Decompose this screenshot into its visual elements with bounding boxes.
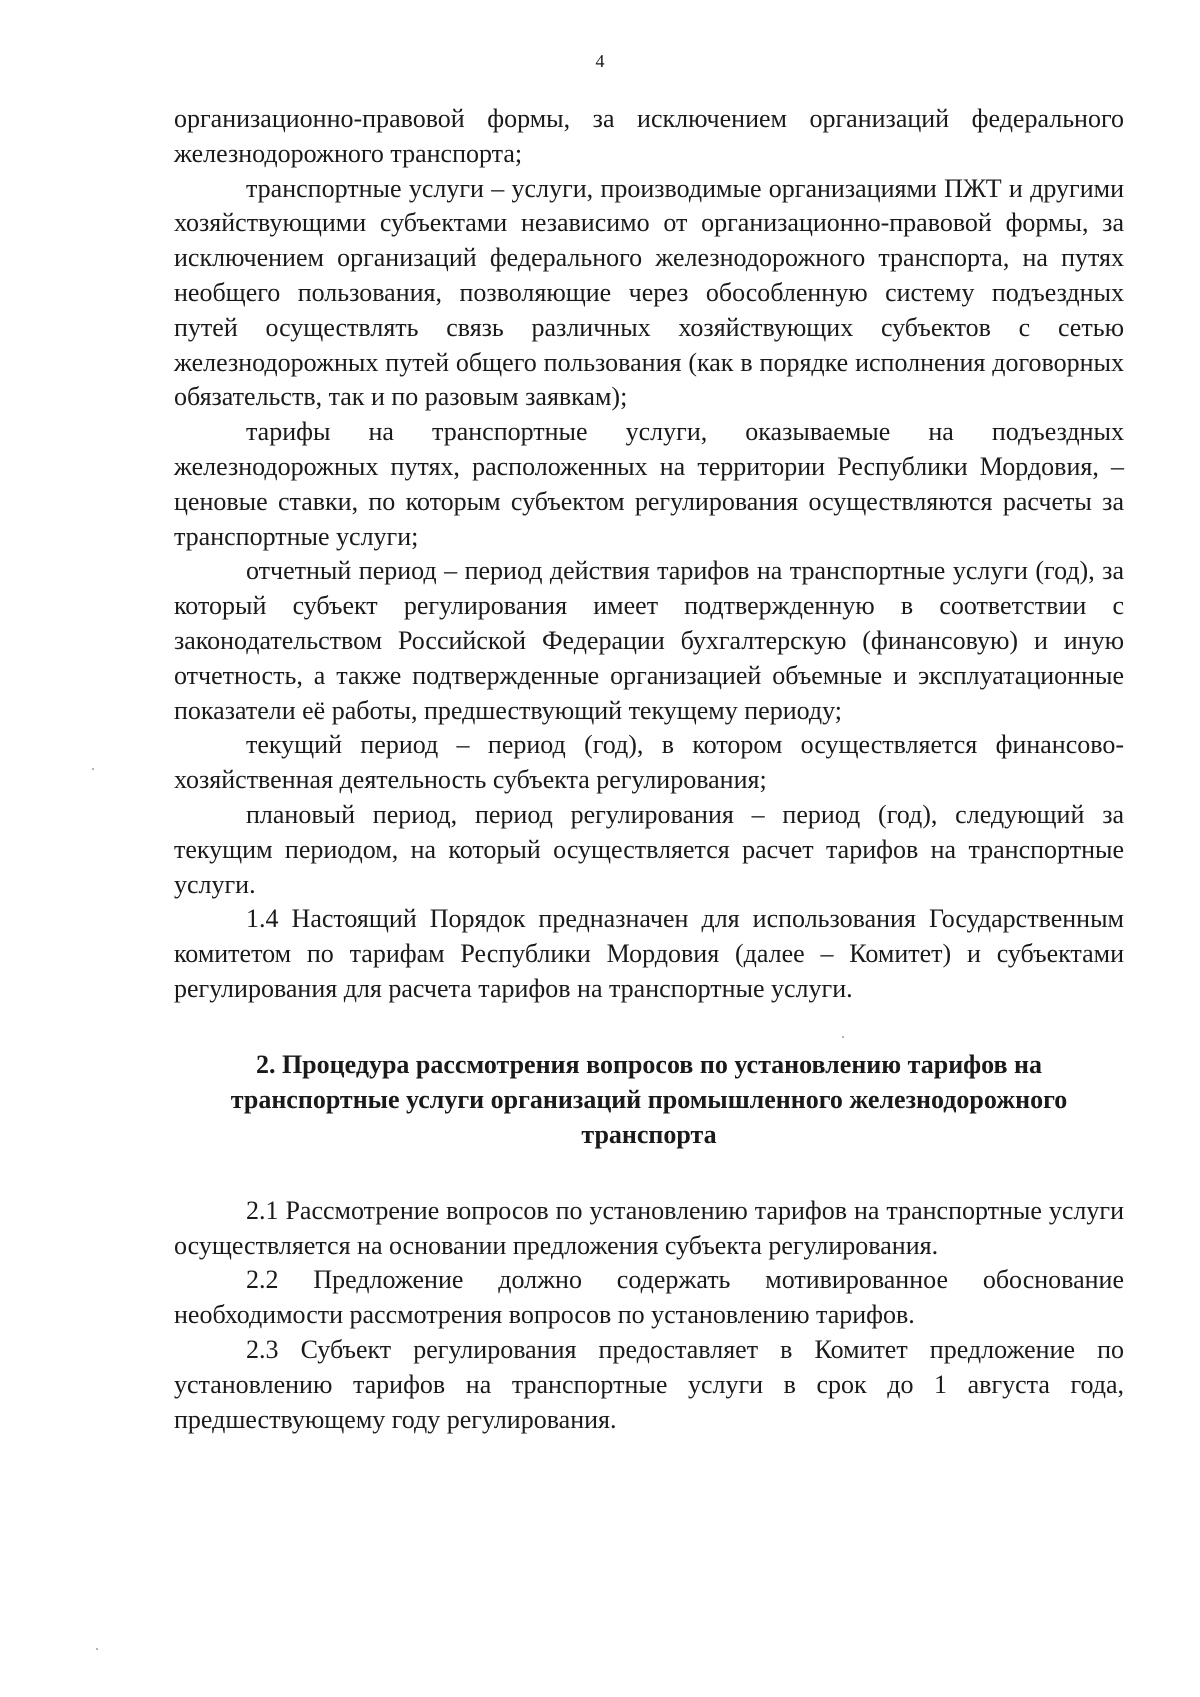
paragraph-tariffs-definition: тарифы на транспортные услуги, оказываемые на подъездных железнодорожных путях, расположенных на территории Республики Мордовия, – ценовые ставки, по которым субъектом регулирования осуществляются расчеты за транспортные услуги; [174, 417, 1124, 551]
paragraph-2-2: 2.2 Предложение должно содержать мотивированное обоснование необходимости рассмотрения вопросов по установлению тарифов. [174, 1265, 1124, 1330]
paragraph-1-4-purpose: 1.4 Настоящий Порядок предназначен для использования Государственным комитетом по тарифам Республики Мордовия (далее – Комитет) и субъектами регулирования для расчета тарифов на транспортные услуги. [174, 904, 1124, 1003]
scan-speck [92, 768, 94, 770]
paragraph-transport-services-definition: транспортные услуги – услуги, производимые организациями ПЖТ и другими хозяйствующими субъектами независимо от организационно-правовой формы, за исключением организаций федерального железнодорожного транспорта, на путях необщего пользования, позволяющие через обособленную систему подъездных путей осуществлять связь различных хозяйствующих субъектов с сетью железнодорожных путей общего пользования (как в порядке исполнения договорных обязательств, так и по разовым заявкам); [174, 173, 1124, 412]
section-2-heading: 2. Процедура рассмотрения вопросов по установлению тарифов на транспортные услуги организаций промышленного железнодорожного транспорта [230, 1049, 1068, 1149]
paragraph-reporting-period-definition: отчетный период – период действия тарифов на транспортные услуги (год), за который субъект регулирования имеет подтвержденную в соответствии с законодательством Российской Федерации бухгалтерскую (финансовую) и иную отчетность, а также подтвержденные организацией объемные и эксплуатационные показатели её работы, предшествующий текущему периоду; [174, 556, 1124, 725]
document-body [174, 102, 1124, 1437]
scan-speck [96, 1648, 98, 1650]
scan-speck [842, 1036, 844, 1038]
paragraph-2-1: 2.1 Рассмотрение вопросов по установлению тарифов на транспортные услуги осуществляется на основании предложения субъекта регулирования. [174, 1195, 1124, 1260]
paragraph-2-3: 2.3 Субъект регулирования предоставляет в Комитет предложение по установлению тарифов на транспортные услуги в срок до 1 августа года, предшествующему году регулирования. [174, 1334, 1124, 1434]
paragraph-planned-period-definition: плановый период, период регулирования – период (год), следующий за текущим периодом, на который осуществляется расчет тарифов на транспортные услуги. [174, 799, 1124, 899]
page-number: 4 [595, 51, 605, 71]
paragraph-org-form-continuation: организационно-правовой формы, за исключением организаций федерального железнодорожного транспорта; [174, 104, 1124, 168]
paragraph-current-period-definition: текущий период – период (год), в котором осуществляется финансово-хозяйственная деятельность субъекта регулирования; [174, 730, 1124, 795]
